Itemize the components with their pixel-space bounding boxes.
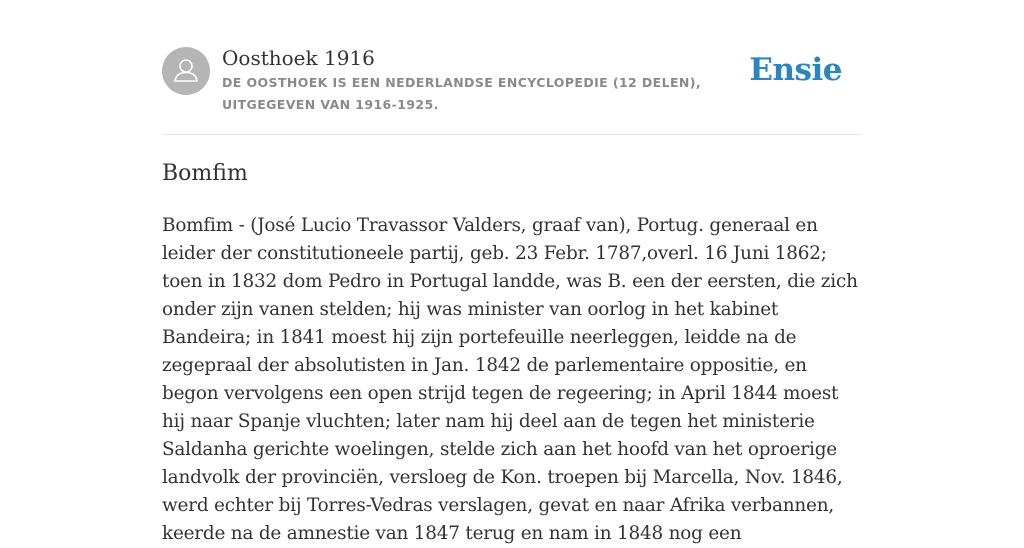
source-description: DE OOSTHOEK IS EEN NEDERLANDSE ENCYCLOPEDIE (12 DELEN), UITGEGEVEN VAN 1916-1925. (222, 75, 702, 112)
main-content (162, 0, 862, 544)
ensie-logo[interactable]: Ensie (749, 52, 842, 88)
article-title: Bomfim (162, 161, 248, 186)
article-body: Bomfim - (José Lucio Travassor Valders, graaf van), Portug. generaal en leider der constitutioneele partij, geb. 23 Febr. 1787,overl. 16 Juni 1862; toen in 1832 dom Pedro in Portugal landde, was B. een der eersten, die zich onder zijn vanen stelden; hij was minister van oorlog in het kabinet Bandeira; in 1841 moest hij zijn portefeuille neerleggen, leidde na de zegepraal der absolutisten in Jan. 1842 de parlementaire oppositie, en begon vervolgens een open strijd tegen de regeering; in April 1844 moest hij naar Spanje vluchten; later nam hij deel aan de tegen het ministerie Saldanha gerichte woelingen, stelde zich aan het hoofd van het oproerige landvolk der provinciën, versloeg de Kon. troepen bij Marcella, Nov. 1846, werd echter bij Torres-Vedras verslagen, gevat en naar Afrika verbannen, keerde na de amnestie van 1847 terug en nam in 1848 nog een (162, 215, 858, 544)
source-title[interactable]: Oosthoek 1916 (222, 46, 375, 70)
source-header (162, 0, 862, 135)
user-silhouette-icon (162, 47, 210, 95)
source-avatar[interactable] (162, 47, 210, 95)
